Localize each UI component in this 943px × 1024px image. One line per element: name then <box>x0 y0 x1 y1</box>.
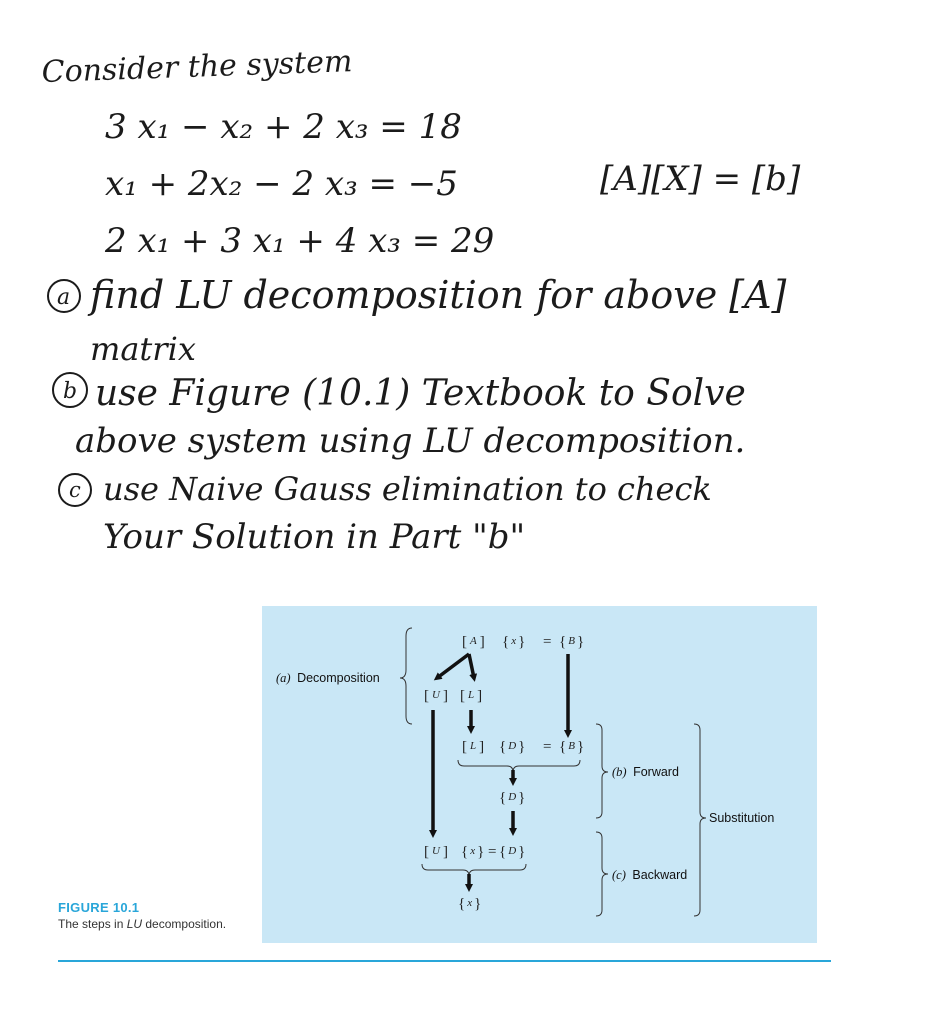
part-c-line1: use Naive Gauss elimination to check <box>103 470 712 508</box>
backward-brace <box>596 832 608 916</box>
backward-underbrace <box>422 864 526 876</box>
matrix-form: [A][X] = [b] <box>600 159 801 199</box>
part-b-marker: b <box>63 379 78 404</box>
backward-label: (c) Backward <box>612 868 688 882</box>
row3-D: { D } <box>499 739 526 755</box>
part-c-marker: c <box>69 478 81 502</box>
row3-equals: = <box>543 739 552 755</box>
row2-U: [ U ] <box>424 688 448 704</box>
arrow-A-to-L <box>469 654 474 678</box>
row2-L: [ L ] <box>460 688 483 704</box>
row3-B: { B } <box>559 739 585 755</box>
figure-caption-text: The steps in LU decomposition. <box>58 917 227 931</box>
row1-x: { x } <box>502 634 526 650</box>
arrow-A-to-U <box>437 654 469 678</box>
row4-D: { D } <box>499 790 526 806</box>
row3-L: [ L ] <box>462 739 485 755</box>
substitution-brace <box>694 724 706 916</box>
equation-3: 2 x₁ + 3 x₁ + 4 x₃ = 29 <box>105 221 495 261</box>
decomposition-label: (a) Decomposition <box>276 671 380 685</box>
figure-10-1-panel <box>262 606 817 943</box>
forward-underbrace <box>458 760 580 772</box>
row5-equals: = <box>488 844 497 860</box>
row5-D: { D } <box>499 844 526 860</box>
row5-U: [ U ] <box>424 844 448 860</box>
row5-x: { x } <box>461 844 485 860</box>
row1-equals: = <box>543 634 552 650</box>
part-a-line2: matrix <box>90 330 196 368</box>
forward-label: (b) Forward <box>612 765 679 779</box>
row1-A: [ A ] <box>462 634 485 650</box>
forward-brace <box>596 724 608 818</box>
part-b-line2: above system using LU decomposition. <box>75 421 746 461</box>
figure-number: FIGURE 10.1 <box>58 900 140 915</box>
row1-B: { B } <box>559 634 585 650</box>
part-a-line1: find LU decomposition for above [A] <box>90 273 787 317</box>
substitution-label: Substitution <box>709 811 775 825</box>
figure-caption <box>58 900 258 931</box>
part-c-line2: Your Solution in Part "b" <box>103 517 526 557</box>
equation-2: x₁ + 2x₂ − 2 x₃ = −5 <box>105 164 458 204</box>
problem-heading: Consider the system <box>41 44 353 90</box>
part-b-line1: use Figure (10.1) Textbook to Solve <box>95 373 746 414</box>
part-a-marker: a <box>57 285 71 310</box>
decomposition-brace <box>400 628 412 724</box>
bottom-divider <box>58 960 831 962</box>
equation-1: 3 x₁ − x₂ + 2 x₃ = 18 <box>105 107 462 147</box>
row6-x: { x } <box>458 896 482 912</box>
